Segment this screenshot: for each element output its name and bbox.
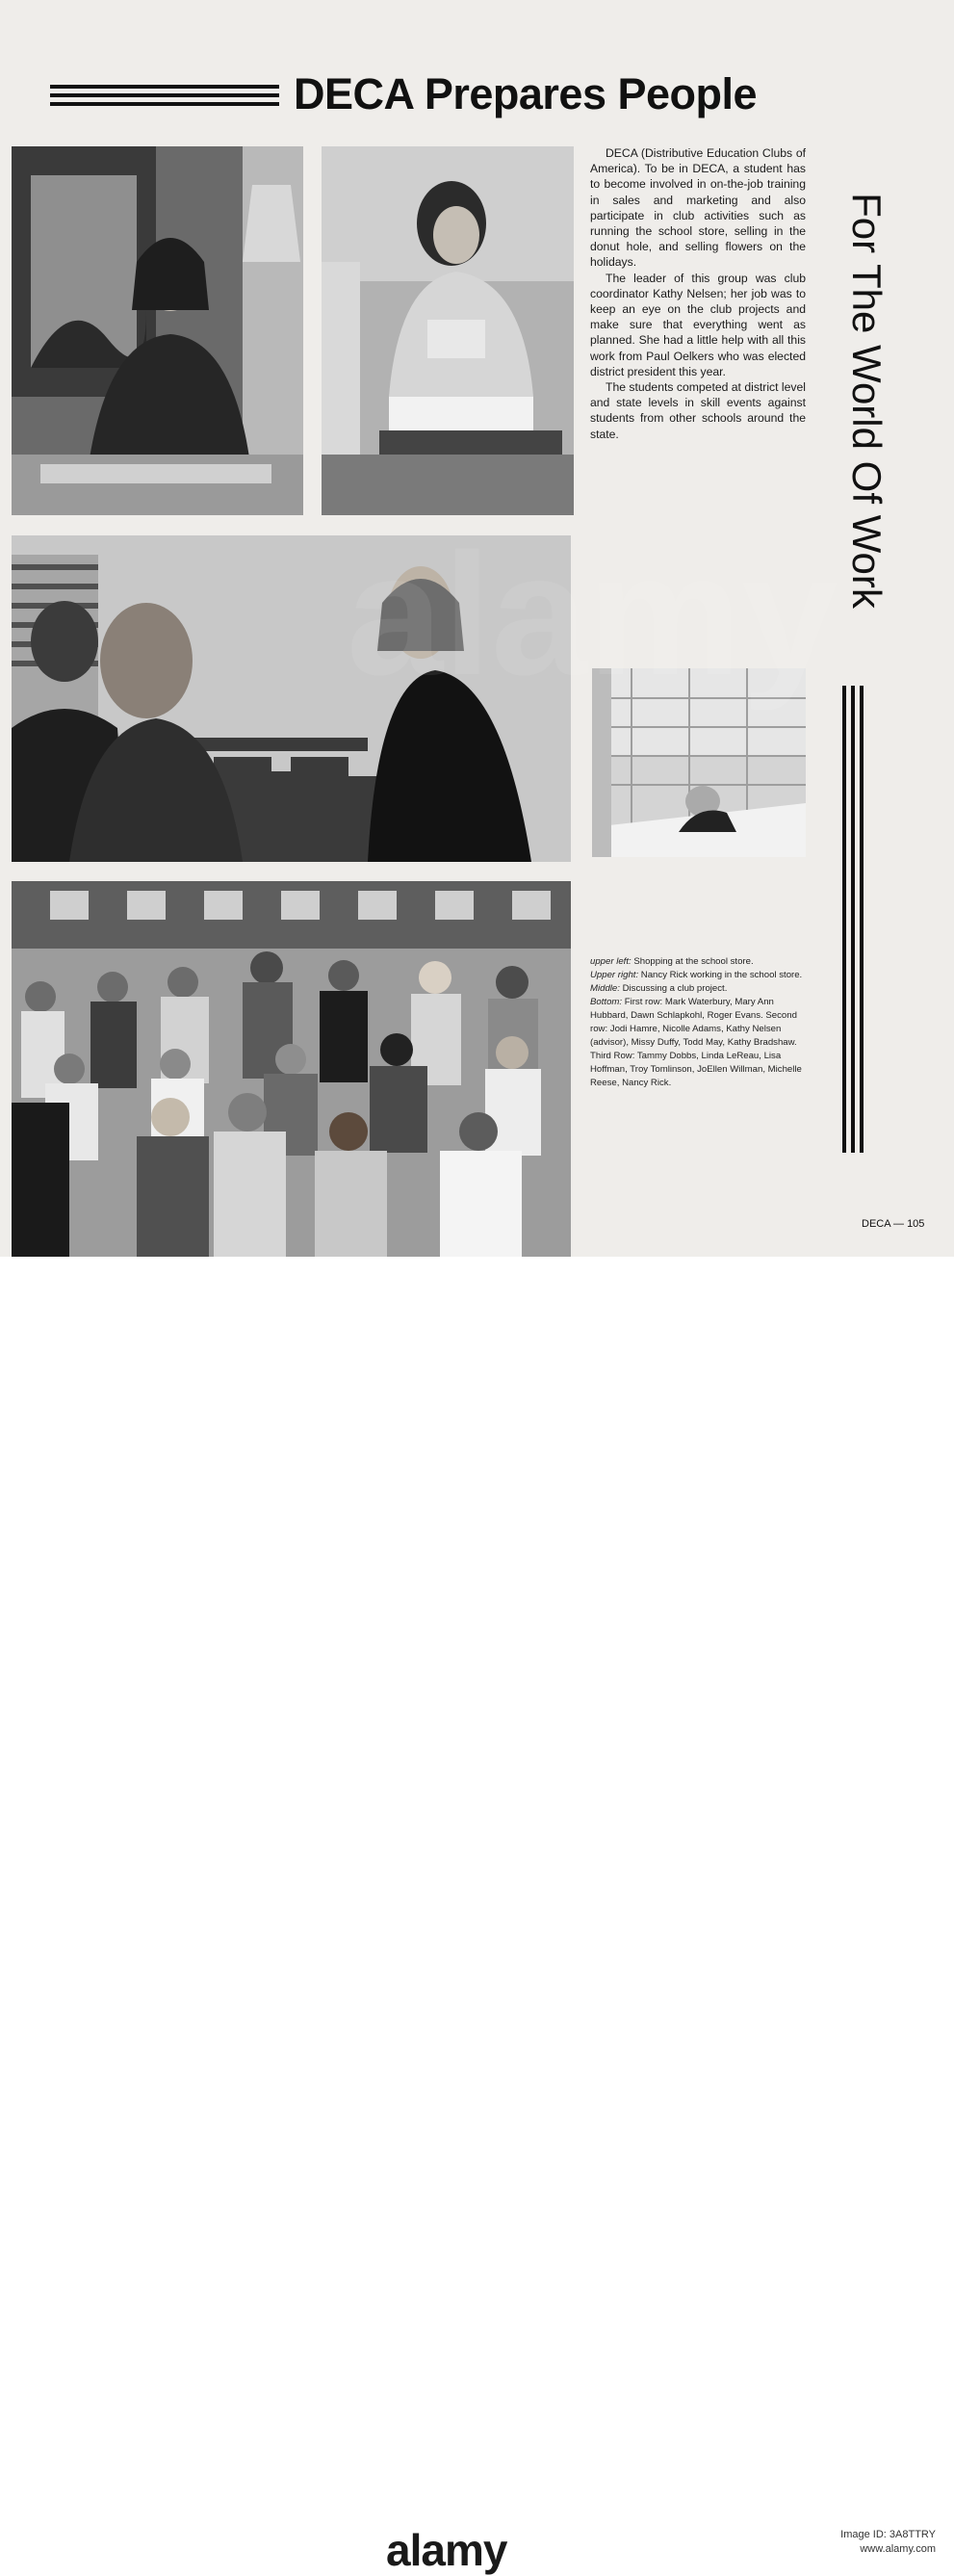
caption-bottom-text: First row: Mark Waterbury, Mary Ann Hubbard, Dawn Schlapkohl, Roger Evans. Second row: Jodi Hamre, Nicolle Adams, Kathy Nelsen (advisor), Missy Duffy, Todd May, Kathy Bradshaw. Third Row: Tammy Dobbs, Linda LeReau, Lisa Hoffman, Troy Tomlinson, JoEllen Willman, Michelle Reese, Nancy Rick.	[590, 997, 802, 1088]
site-link[interactable]: www.alamy.com	[860, 2543, 936, 2555]
discussion-photo-image	[12, 535, 571, 862]
headline-rule-bottom	[50, 102, 279, 106]
page-folio: DECA — 105	[862, 1218, 925, 1230]
caption-bottom	[590, 996, 812, 1090]
article-paragraph-3: The students competed at district level and state levels in skill events against students from other schools around the state.	[590, 380, 806, 441]
drafting-photo-image	[592, 668, 806, 857]
photo-right	[592, 668, 806, 857]
watermark-text: alamy	[347, 518, 838, 712]
photo-upper-right	[322, 146, 574, 515]
photo-middle	[12, 535, 571, 862]
caption-upper-left-text: Shopping at the school store.	[633, 956, 754, 967]
caption-upper-right	[590, 969, 812, 982]
caption-middle-text: Discussing a club project.	[622, 983, 728, 994]
caption-upper-left	[590, 955, 812, 969]
caption-upper-right-label: Upper right:	[590, 970, 639, 980]
page-headline: DECA Prepares People	[294, 69, 758, 118]
vertical-title-text: For The World Of Work	[844, 193, 890, 609]
photo-captions	[590, 955, 812, 1090]
working-photo-image	[322, 146, 574, 515]
caption-upper-right-text: Nancy Rick working in the school store.	[640, 970, 803, 980]
caption-middle-label: Middle:	[590, 983, 620, 994]
image-meta	[840, 2528, 936, 2557]
group-photo-image	[12, 881, 571, 1257]
vertical-rule-center	[851, 686, 855, 1153]
shopping-photo-image	[12, 146, 303, 515]
caption-middle	[590, 982, 812, 996]
headline-rule-top	[50, 85, 279, 89]
stock-footer	[0, 1257, 954, 2575]
alamy-logo[interactable]: alamy	[386, 2525, 507, 2575]
vertical-title	[844, 121, 890, 680]
photo-bottom-group	[12, 881, 571, 1257]
article-paragraph-2: The leader of this group was club coordinator Kathy Nelsen; her job was to keep an eye on the club projects and make sure that everything went as planned. She had a little help with all this work from Paul Oelkers who was elected district president this year.	[590, 271, 806, 378]
article-body	[590, 145, 806, 442]
vertical-rule-right	[860, 686, 864, 1153]
photo-upper-left	[12, 146, 303, 515]
image-id: Image ID: 3A8TTRY	[840, 2529, 936, 2540]
yearbook-page	[0, 0, 954, 1257]
vertical-rule-left	[842, 686, 846, 1153]
article-paragraph-1: DECA (Distributive Education Clubs of America). To be in DECA, a student has to become involved in on-the-job training in sales and marketing and also participate in club activities such as running the school store, selling in the donut hole, and selling flowers on the holidays.	[590, 146, 806, 270]
caption-upper-left-label: upper left:	[590, 956, 632, 967]
caption-bottom-label: Bottom:	[590, 997, 623, 1007]
headline-rule-middle	[50, 93, 279, 97]
